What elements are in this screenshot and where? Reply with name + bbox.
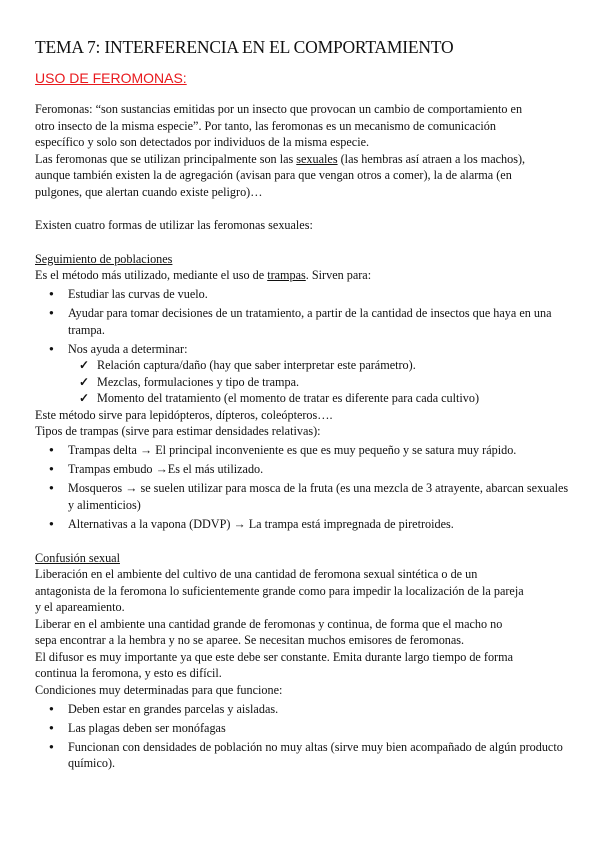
list-item: ● Deben estar en grandes parcelas y aisladas. bbox=[35, 701, 570, 718]
list-item: ● Estudiar las curvas de vuelo. bbox=[35, 286, 570, 303]
check-item: ✓ Relación captura/daño (hay que saber interpretar este parámetro). bbox=[35, 357, 570, 374]
intro-line-5: aunque también existen la de agregación (avisan para que vengan otros a comer), la de alarma (en bbox=[35, 168, 512, 182]
confusion-line: Condiciones muy determinadas para que funcione: bbox=[35, 682, 283, 697]
list-item: ● Alternativas a la vapona (DDVP) → La trampa está impregnada de piretroides. bbox=[35, 516, 570, 533]
seguimiento-heading: Seguimiento de poblaciones bbox=[35, 251, 173, 266]
check-item: ✓ Mezclas, formulaciones y tipo de trampa. bbox=[35, 374, 570, 391]
confusion-line: antagonista de la feromona lo suficientemente grande como para impedir la localización de la pareja bbox=[35, 583, 524, 598]
confusion-heading: Confusión sexual bbox=[35, 550, 120, 565]
condiciones-bullets bbox=[35, 701, 570, 772]
confusion-line: Liberar en el ambiente una cantidad grande de feromonas y continua, de forma que el macho no bbox=[35, 616, 503, 631]
para-text: . Sirven para: bbox=[305, 268, 372, 282]
seguimiento-section bbox=[35, 251, 570, 549]
confusion-line: El difusor es muy importante ya que este debe ser constante. Emita durante largo tiempo de forma bbox=[35, 649, 513, 664]
metodo-para: Este método sirve para lepidópteros, dípteros, coleópteros…. bbox=[35, 407, 333, 422]
para-text: Es el método más utilizado, mediante el uso de bbox=[35, 268, 268, 282]
intro-line-6: pulgones, que alertan cuando existe peligro)… bbox=[35, 184, 263, 199]
seguimiento-para bbox=[35, 267, 570, 284]
tipos-para: Tipos de trampas (sirve para estimar densidades relativas): bbox=[35, 424, 321, 438]
list-item: ● Nos ayuda a determinar: bbox=[35, 341, 570, 358]
intro-line-7: Existen cuatro formas de utilizar las feromonas sexuales: bbox=[35, 217, 313, 232]
trampas-underlined: trampas bbox=[267, 268, 306, 282]
list-item: ● Funcionan con densidades de población no muy altas (sirve muy bien acompañado de algún producto químico). bbox=[35, 739, 570, 772]
intro-text: Las feromonas que se utilizan principalmente son las bbox=[35, 151, 297, 166]
confusion-line: Liberación en el ambiente del cultivo de una cantidad de feromona sexual sintética o de un bbox=[35, 567, 478, 581]
intro-block bbox=[35, 101, 570, 250]
determinar-checklist bbox=[35, 357, 570, 407]
check-item: ✓ Momento del tratamiento (el momento de tratar es diferente para cada cultivo) bbox=[35, 390, 570, 407]
seguimiento-bullets bbox=[35, 286, 570, 357]
intro-text: (las hembras así atraen a los machos), bbox=[337, 151, 526, 166]
intro-line-2: otro insecto de la misma especie”. Por tanto, las feromonas es un mecanismo de comunicación bbox=[35, 118, 496, 133]
intro-line-3: específico y solo son detectados por individuos de la misma especie. bbox=[35, 135, 370, 149]
list-item: ● Trampas delta → El principal inconveniente es que es muy pequeño y se satura muy rápido. bbox=[35, 442, 570, 459]
tipos-bullets bbox=[35, 442, 570, 532]
confusion-line: sepa encontrar a la hembra y no se aparee. Se necesitan muchos emisores de feromonas. bbox=[35, 633, 465, 647]
list-item: ● Ayudar para tomar decisiones de un tratamiento, a partir de la cantidad de insectos que haya en una trampa. bbox=[35, 305, 570, 338]
confusion-section bbox=[35, 550, 570, 772]
sexuales-underlined: sexuales bbox=[296, 151, 338, 166]
intro-line-1: Feromonas: “son sustancias emitidas por un insecto que provocan un cambio de comportamiento en bbox=[35, 102, 523, 116]
document-page bbox=[35, 36, 570, 772]
section-heading: USO DE FEROMONAS: bbox=[35, 70, 187, 86]
list-item: ● Las plagas deben ser monófagas bbox=[35, 720, 570, 737]
list-item: ● Trampas embudo →Es el más utilizado. bbox=[35, 461, 570, 478]
page-title: TEMA 7: INTERFERENCIA EN EL COMPORTAMIENTO bbox=[35, 37, 454, 57]
intro-line-4 bbox=[35, 151, 570, 168]
list-item: ● Mosqueros → se suelen utilizar para mosca de la fruta (es una mezcla de 3 atrayente, abarcan sexuales y alimenticios) bbox=[35, 480, 570, 513]
confusion-line: y el apareamiento. bbox=[35, 600, 125, 614]
confusion-line: continua la feromona, y esto es difícil. bbox=[35, 666, 222, 680]
